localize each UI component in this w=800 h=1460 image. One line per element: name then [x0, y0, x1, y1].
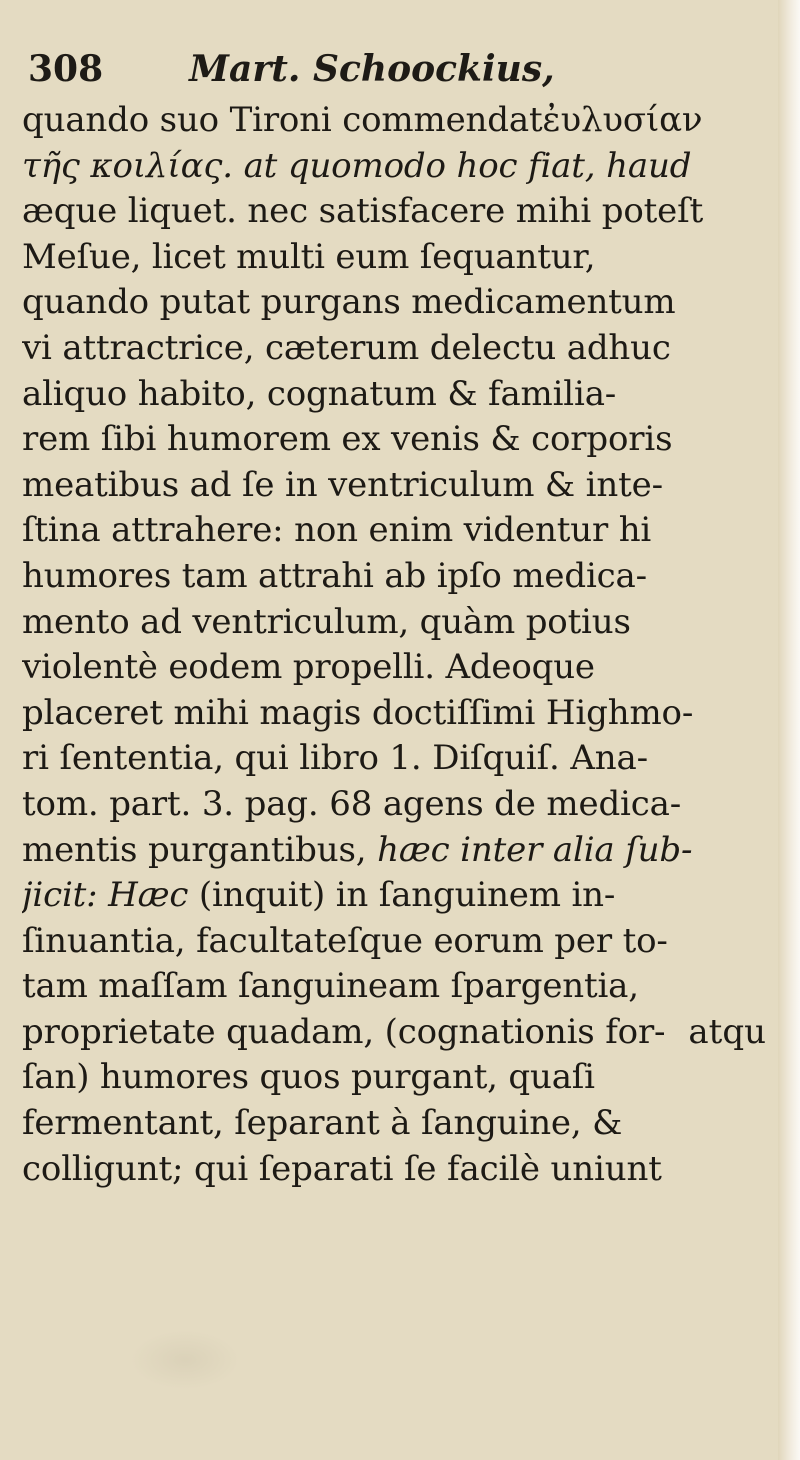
text-line: mentis purgantibus, hæc inter alia ſub-: [22, 829, 693, 870]
text-line: τῆς κοιλίας. at quomodo hoc fiat, haud: [22, 145, 692, 186]
text-line: meatibus ad ſe in ventriculum & inte-: [22, 464, 663, 505]
bleed-through-mark: [130, 1330, 240, 1390]
text-line: vi attractrice, cæterum delectu adhuc: [22, 327, 671, 368]
text-line: tom. part. 3. pag. 68 agens de medica-: [22, 783, 682, 824]
running-title: Mart. Schoockius,: [189, 48, 555, 90]
text-line: humores tam attrahi ab ipſo medica-: [22, 555, 647, 596]
text-block: [22, 98, 780, 1192]
text-line: ſtina attrahere: non enim videntur hi: [22, 510, 652, 551]
text-line: ri ſententia, qui libro 1. Diſquiſ. Ana-: [22, 738, 648, 779]
text-line: quando suo Tironi commendatἐυλυσίαν: [22, 100, 703, 140]
text-line: fermentant, ſeparant à ſanguine, &: [22, 1103, 623, 1144]
running-header: [28, 48, 555, 90]
text-line: violentè eodem propelli. Adeoque: [22, 647, 595, 688]
text-line: placeret mihi magis doctiſſimi Highmo-: [22, 692, 694, 733]
page-gutter: [778, 0, 800, 1460]
text-line: jicit: Hæc (inquit) in ſanguinem in-: [22, 875, 616, 916]
page-number: 308: [28, 48, 104, 90]
text-line: aliquo habito, cognatum & familia-: [22, 373, 617, 414]
text-line: Meſue, licet multi eum ſequantur,: [22, 236, 596, 277]
text-line: ſinuantia, facultateſque eorum per to-: [22, 920, 668, 961]
text-line: rem ſibi humorem ex venis & corporis: [22, 419, 673, 460]
text-line: ſan) humores quos purgant, quaſi: [22, 1057, 595, 1098]
text-line: proprietate quadam, (cognationis for-: [22, 1011, 666, 1052]
catchword: atqu: [688, 1012, 766, 1052]
text-line: æque liquet. nec satisfacere mihi poteſt: [22, 191, 704, 232]
text-line: tam maſſam ſanguineam ſpargentia,: [22, 966, 639, 1007]
text-line: colligunt; qui ſeparati ſe facilè uniunt: [22, 1148, 662, 1189]
text-line: quando putat purgans medicamentum: [22, 282, 676, 323]
text-line: mento ad ventriculum, quàm potius: [22, 601, 631, 642]
